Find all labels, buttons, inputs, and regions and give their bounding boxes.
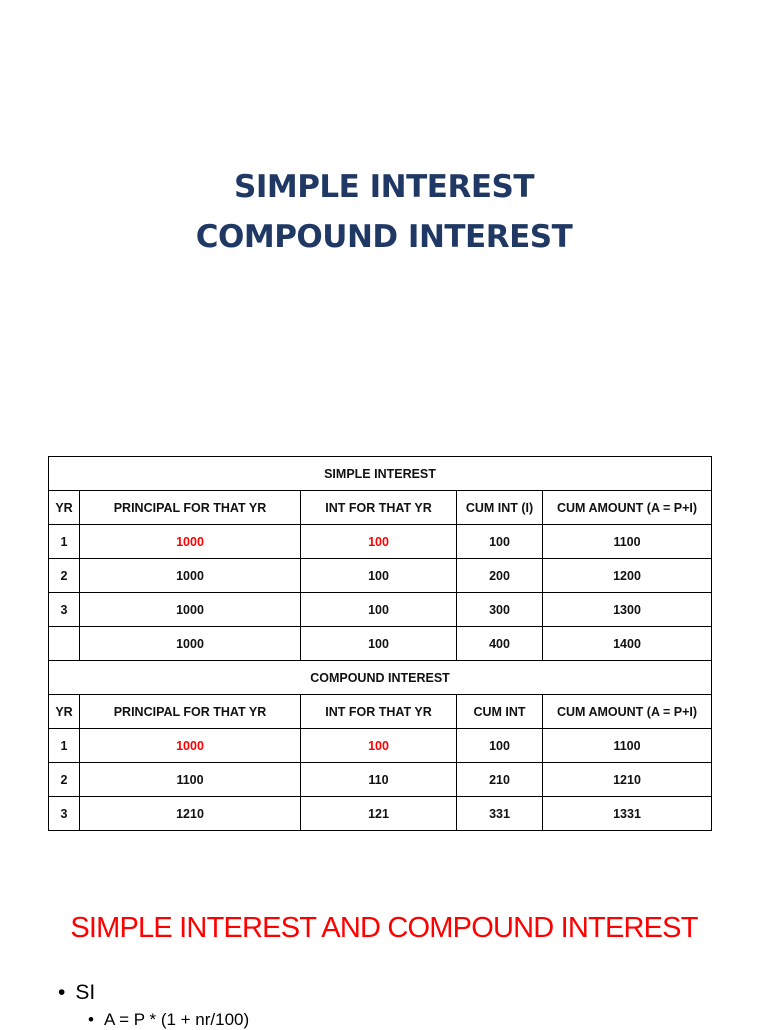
header-interest: INT FOR THAT YR <box>301 695 457 729</box>
header-cum-amount: CUM AMOUNT (A = P+I) <box>543 695 712 729</box>
table-row <box>49 525 712 559</box>
cell-principal: 1000 <box>80 627 301 661</box>
cell-yr: 1 <box>49 729 80 763</box>
header-principal: PRINCIPAL FOR THAT YR <box>80 491 301 525</box>
cell-interest: 100 <box>301 729 457 763</box>
cell-principal: 1210 <box>80 797 301 831</box>
cell-interest: 100 <box>301 559 457 593</box>
cell-cum-int: 300 <box>457 593 543 627</box>
cell-cum-amount: 1300 <box>543 593 712 627</box>
cell-cum-int: 100 <box>457 525 543 559</box>
cell-principal: 1000 <box>80 559 301 593</box>
cell-cum-int: 200 <box>457 559 543 593</box>
cell-cum-amount: 1200 <box>543 559 712 593</box>
header-cum-amount: CUM AMOUNT (A = P+I) <box>543 491 712 525</box>
cell-cum-amount: 1331 <box>543 797 712 831</box>
header-yr: YR <box>49 695 80 729</box>
cell-yr: 2 <box>49 763 80 797</box>
compound-header-row <box>49 695 712 729</box>
table-row <box>49 593 712 627</box>
cell-cum-int: 210 <box>457 763 543 797</box>
simple-section-row <box>49 457 712 491</box>
compound-section-row <box>49 661 712 695</box>
cell-interest: 100 <box>301 525 457 559</box>
section-title-compound: COMPOUND INTEREST <box>49 661 712 695</box>
table-row <box>49 763 712 797</box>
bullet-si-formula <box>88 1010 249 1030</box>
header-cum-int: CUM INT (I) <box>457 491 543 525</box>
cell-cum-amount: 1100 <box>543 729 712 763</box>
table-row <box>49 797 712 831</box>
cell-interest: 110 <box>301 763 457 797</box>
header-cum-int: CUM INT <box>457 695 543 729</box>
table-row <box>49 559 712 593</box>
bullet-si <box>58 981 95 1005</box>
title-line-2: COMPOUND INTEREST <box>195 219 573 255</box>
cell-yr: 1 <box>49 525 80 559</box>
cell-yr: 3 <box>49 797 80 831</box>
cell-principal: 1000 <box>80 593 301 627</box>
cell-yr: 3 <box>49 593 80 627</box>
slide-title <box>0 162 768 262</box>
cell-interest: 100 <box>301 627 457 661</box>
cell-principal: 1100 <box>80 763 301 797</box>
cell-cum-int: 331 <box>457 797 543 831</box>
header-principal: PRINCIPAL FOR THAT YR <box>80 695 301 729</box>
bullet-dot-icon: • <box>88 1010 94 1029</box>
cell-cum-amount: 1400 <box>543 627 712 661</box>
simple-header-row <box>49 491 712 525</box>
cell-principal: 1000 <box>80 729 301 763</box>
table-row <box>49 627 712 661</box>
cell-cum-amount: 1210 <box>543 763 712 797</box>
cell-cum-int: 100 <box>457 729 543 763</box>
section-title-simple: SIMPLE INTEREST <box>49 457 712 491</box>
cell-cum-int: 400 <box>457 627 543 661</box>
cell-yr: 2 <box>49 559 80 593</box>
section-heading: SIMPLE INTEREST AND COMPOUND INTEREST <box>70 912 698 944</box>
table-row <box>49 729 712 763</box>
title-line-1: SIMPLE INTEREST <box>234 169 534 205</box>
cell-principal: 1000 <box>80 525 301 559</box>
bullet-formula-text: A = P * (1 + nr/100) <box>103 1010 250 1029</box>
cell-interest: 121 <box>301 797 457 831</box>
cell-yr <box>49 627 80 661</box>
bullet-si-text: SI <box>75 981 96 1004</box>
cell-interest: 100 <box>301 593 457 627</box>
header-interest: INT FOR THAT YR <box>301 491 457 525</box>
bullet-dot-icon: • <box>58 981 66 1004</box>
header-yr: YR <box>49 491 80 525</box>
cell-cum-amount: 1100 <box>543 525 712 559</box>
interest-table <box>48 456 712 831</box>
